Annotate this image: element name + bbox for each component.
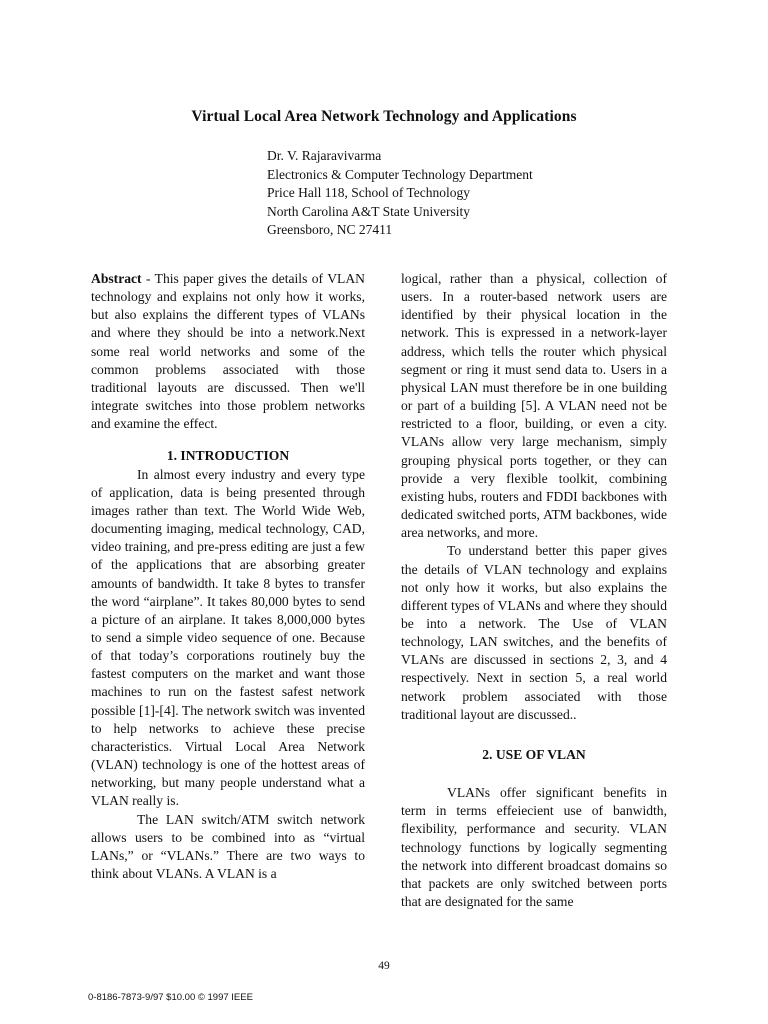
section-heading-introduction: 1. INTRODUCTION [166,448,290,464]
author-name: Dr. V. Rajaravivarma [267,148,382,163]
intro-paragraph-3: To understand better this paper gives the details of VLAN technology and explains not only how it works, but also explains the different types of VLANs and where they should be into a network. The Use of VLAN technology, LAN switches, and the benefits of VLANs are discussed in sections 2, 3, and 4 respectively. Next in section 5, a real world network problem associated with those traditional layout are discussed.. [401,543,667,722]
abstract [91,270,365,433]
author-department: Electronics & Computer Technology Department [267,166,533,182]
right-column [401,270,667,911]
page-number: 49 [378,960,390,972]
author-block [267,147,533,240]
intro-paragraph-1: In almost every industry and every type of application, data is being presented through images rather than text. The World Wide Web, documenting imaging, medical technology, CAD, video training, and pre-press editing are just a few of the applications that are absorbing greater amounts of bandwidth. It take 8 bytes to transfer the word “airplane”. It takes 80,000 bytes to send a picture of an airplane. It takes 8,000,000 bytes to send a simple video sequence of one. Because of that today’s corporations routinely buy the fastest computers on the market and want those machines to run on the fastest safest network possible [1]-[4]. The network switch was invented to help networks to achieve these precise characteristics. Virtual Local Area Network (VLAN) technology is one of the hottest areas of networking, but many people understand what a VLAN really is. [91,466,365,809]
left-column [91,270,365,883]
intro-paragraph-2: The LAN switch/ATM switch network allows users to be combined into as “virtual LANs,” or “VLANs.” There are two ways to think about VLANs. A VLAN is a [91,811,365,881]
author-city: Greensboro, NC 27411 [267,222,393,238]
author-address: Price Hall 118, School of Technology [267,185,471,201]
section-heading-use-of-vlan: 2. USE OF VLAN [482,746,586,762]
author-university: North Carolina A&T State University [267,203,470,219]
intro-paragraph-2-continued: logical, rather than a physical, collection of users. In a router-based network users are identified by their physical location in the network. This is expressed in a network-layer address, which tells the router which physical segment or ring it must send data to. Users in a physical LAN must therefore be in one building or part of a building [5]. A VLAN need not be restricted to a floor, building, or even a city. VLANs allow very large mechanism, simply grouping physical ports together, or they can provide a very flexible toolkit, combining existing hubs, routers and FDDI backbones with dedicated switched ports, ATM backbones, wide area networks, and more. [401,271,667,541]
paper-title: Virtual Local Area Network Technology and Applications [191,108,577,125]
vlan-paragraph-1: VLANs offer significant benefits in term in terms effeiecient use of banwidth, flexibility, performance and security. VLAN technology functions by logically segmenting the network into different broadcast domains so that packets are only switched between ports that are designated for the same [401,785,667,909]
abstract-text: - This paper gives the details of VLAN technology and explains not only how it works, but also explains the different types of VLANs and where they should be into a network.Next some real world networks and some of the common problems associated with those traditional layouts are discussed. Then we'll integrate switches into those problem networks and examine the effect. [91,271,365,432]
abstract-label: Abstract [91,271,142,286]
copyright-footer: 0-8186-7873-9/97 $10.00 © 1997 IEEE [88,992,253,1003]
